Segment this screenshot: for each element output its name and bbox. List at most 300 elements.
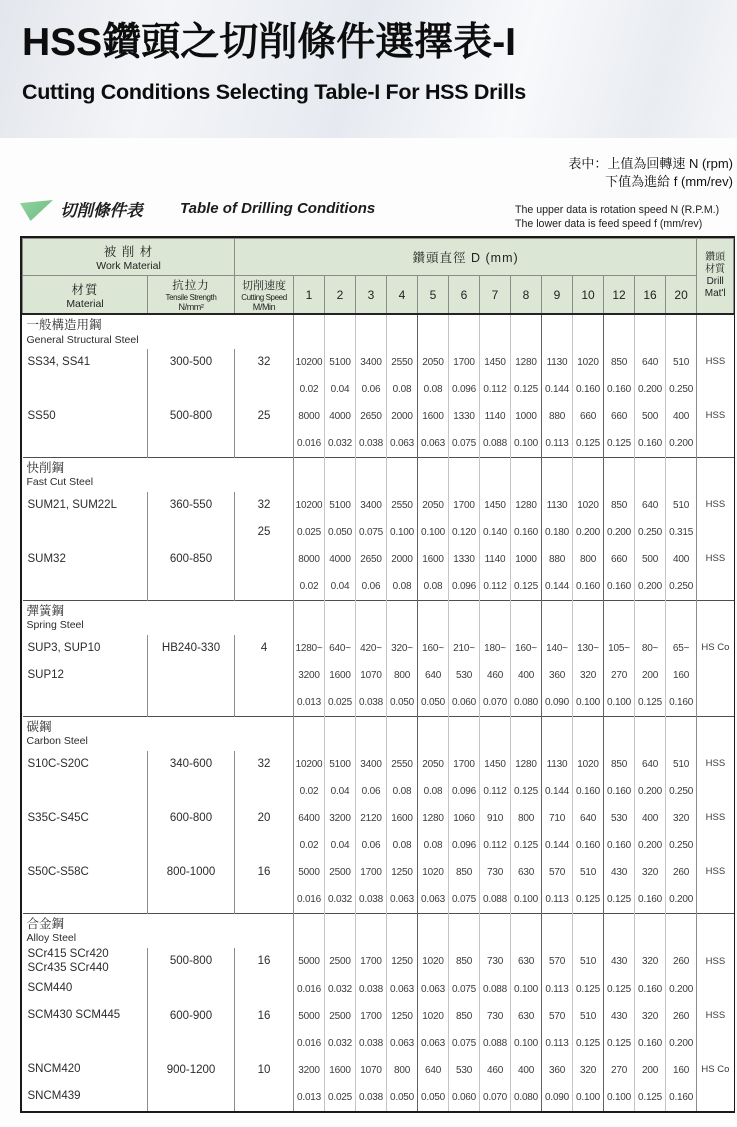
table-row <box>23 635 734 662</box>
value-cell: 0.160 <box>511 519 542 546</box>
value-cell: 0.075 <box>356 519 387 546</box>
empty-drill-cell <box>697 716 734 751</box>
value-cell: 0.160 <box>573 832 604 859</box>
material-cell: SUM32 <box>23 546 148 573</box>
empty-value-cell <box>294 913 325 948</box>
empty-value-cell <box>511 600 542 635</box>
empty-value-cell <box>387 600 418 635</box>
empty-value-cell <box>480 913 511 948</box>
value-cell: 530 <box>604 805 635 832</box>
section-header-row <box>23 457 734 492</box>
empty-value-cell <box>542 913 573 948</box>
cutting-speed-cell <box>235 976 294 1003</box>
value-cell: 0.088 <box>480 886 511 913</box>
value-cell: 640 <box>418 1057 449 1084</box>
value-cell: 2550 <box>387 492 418 519</box>
value-cell: 10200 <box>294 349 325 376</box>
value-cell: 0.025 <box>325 1084 356 1111</box>
value-cell: 0.125 <box>604 430 635 457</box>
value-cell: 850 <box>604 492 635 519</box>
value-cell: 5000 <box>294 1003 325 1030</box>
value-cell: 160 <box>666 1057 697 1084</box>
drill-material-cell: HS Co <box>697 1057 734 1084</box>
value-cell: 1700 <box>449 751 480 778</box>
empty-value-cell <box>449 600 480 635</box>
table-row <box>23 832 734 859</box>
empty-value-cell <box>666 716 697 751</box>
empty-value-cell <box>449 716 480 751</box>
header-drill-diameter <box>235 239 697 276</box>
value-cell: 0.08 <box>387 832 418 859</box>
empty-value-cell <box>418 600 449 635</box>
value-cell: 0.060 <box>449 689 480 716</box>
value-cell: 0.160 <box>635 1030 666 1057</box>
value-cell: 1250 <box>387 948 418 976</box>
drill-material-cell: HSS <box>697 403 734 430</box>
value-cell: 0.050 <box>418 1084 449 1111</box>
value-cell: 5000 <box>294 948 325 976</box>
empty-value-cell <box>449 913 480 948</box>
value-cell: 0.096 <box>449 376 480 403</box>
empty-value-cell <box>480 716 511 751</box>
table-row <box>23 403 734 430</box>
value-cell: 730 <box>480 859 511 886</box>
value-cell: 0.113 <box>542 430 573 457</box>
empty-value-cell <box>511 457 542 492</box>
value-cell: 910 <box>480 805 511 832</box>
value-cell: 0.02 <box>294 573 325 600</box>
value-cell: 400 <box>666 403 697 430</box>
value-cell: 0.02 <box>294 778 325 805</box>
tensile-strength-cell <box>148 662 235 689</box>
value-cell: 1000 <box>511 403 542 430</box>
material-cell: SCM430 SCM445 <box>23 1003 148 1030</box>
cutting-speed-cell <box>235 1030 294 1057</box>
section-header-row <box>23 716 734 751</box>
drill-material-cell <box>697 573 734 600</box>
tensile-strength-cell: 900-1200 <box>148 1057 235 1084</box>
value-cell: 0.140 <box>480 519 511 546</box>
table-row <box>23 1057 734 1084</box>
page-title: HSS鑽頭之切削條件選擇表-I <box>22 21 517 64</box>
empty-value-cell <box>356 913 387 948</box>
value-cell: 0.063 <box>418 976 449 1003</box>
empty-value-cell <box>604 457 635 492</box>
material-cell <box>23 1030 148 1057</box>
tensile-strength-cell <box>148 573 235 600</box>
material-cell: SUP12 <box>23 662 148 689</box>
tensile-strength-cell: 600-900 <box>148 1003 235 1030</box>
value-cell: 0.200 <box>635 573 666 600</box>
value-cell: 570 <box>542 948 573 976</box>
drill-material-cell <box>697 1030 734 1057</box>
value-cell: 0.016 <box>294 886 325 913</box>
value-cell: 0.063 <box>387 976 418 1003</box>
value-cell: 0.125 <box>604 976 635 1003</box>
empty-value-cell <box>356 457 387 492</box>
note-lower-cjk: 下值為進給 f (mm/rev) <box>605 174 733 190</box>
value-cell: 530 <box>449 662 480 689</box>
drill-material-cell <box>697 662 734 689</box>
drilling-conditions-table <box>20 236 735 1113</box>
value-cell: 105~ <box>604 635 635 662</box>
value-cell: 510 <box>573 1003 604 1030</box>
value-cell: 320 <box>573 1057 604 1084</box>
section-label-cell: 快削鋼 Fast Cut Steel <box>23 457 294 492</box>
tensile-strength-cell <box>148 832 235 859</box>
table-row <box>23 689 734 716</box>
value-cell: 510 <box>666 751 697 778</box>
value-cell: 0.02 <box>294 376 325 403</box>
value-cell: 1020 <box>573 751 604 778</box>
drill-material-cell: HSS <box>697 805 734 832</box>
section-label-cell: 彈簧鋼 Spring Steel <box>23 600 294 635</box>
drill-material-cell <box>697 689 734 716</box>
value-cell: 0.113 <box>542 976 573 1003</box>
table-row <box>23 573 734 600</box>
value-cell: 0.050 <box>387 1084 418 1111</box>
empty-value-cell <box>666 314 697 349</box>
empty-value-cell <box>573 913 604 948</box>
value-cell: 640~ <box>325 635 356 662</box>
value-cell: 6400 <box>294 805 325 832</box>
value-cell: 1020 <box>418 948 449 976</box>
drill-material-cell <box>697 519 734 546</box>
drill-material-cell: HSS <box>697 948 734 976</box>
table-header <box>23 239 734 315</box>
empty-value-cell <box>542 716 573 751</box>
cutting-speed-cell: 16 <box>235 948 294 976</box>
value-cell: 5100 <box>325 492 356 519</box>
tensile-strength-cell <box>148 689 235 716</box>
empty-value-cell <box>294 457 325 492</box>
value-cell: 0.100 <box>604 689 635 716</box>
value-cell: 360 <box>542 1057 573 1084</box>
tensile-strength-cell: 340-600 <box>148 751 235 778</box>
value-cell: 260 <box>666 1003 697 1030</box>
material-cell <box>23 519 148 546</box>
value-cell: 2650 <box>356 546 387 573</box>
drill-material-cell <box>697 1084 734 1111</box>
cutting-speed-cell: 20 <box>235 805 294 832</box>
value-cell: 0.112 <box>480 778 511 805</box>
tensile-strength-cell <box>148 976 235 1003</box>
tensile-strength-cell: 300-500 <box>148 349 235 376</box>
value-cell: 0.063 <box>387 1030 418 1057</box>
value-cell: 0.08 <box>418 778 449 805</box>
material-cell: SCM440 <box>23 976 148 1003</box>
cutting-speed-cell: 32 <box>235 492 294 519</box>
value-cell: 0.04 <box>325 376 356 403</box>
value-cell: 0.025 <box>294 519 325 546</box>
empty-drill-cell <box>697 600 734 635</box>
value-cell: 320 <box>635 859 666 886</box>
table-row <box>23 886 734 913</box>
value-cell: 0.200 <box>635 832 666 859</box>
value-cell: 640 <box>573 805 604 832</box>
tensile-strength-cell: 500-800 <box>148 403 235 430</box>
value-cell: 0.100 <box>573 689 604 716</box>
value-cell: 430 <box>604 859 635 886</box>
value-cell: 0.125 <box>573 976 604 1003</box>
cutting-speed-cell: 32 <box>235 349 294 376</box>
value-cell: 570 <box>542 1003 573 1030</box>
empty-value-cell <box>666 913 697 948</box>
value-cell: 5100 <box>325 349 356 376</box>
value-cell: 0.063 <box>418 1030 449 1057</box>
material-cell: S10C-S20C <box>23 751 148 778</box>
cutting-speed-cell <box>235 689 294 716</box>
empty-value-cell <box>449 314 480 349</box>
cutting-speed-cell: 16 <box>235 859 294 886</box>
value-cell: 0.200 <box>666 976 697 1003</box>
value-cell: 0.096 <box>449 778 480 805</box>
drill-material-cell: HSS <box>697 492 734 519</box>
value-cell: 210~ <box>449 635 480 662</box>
cutting-speed-cell <box>235 832 294 859</box>
value-cell: 160~ <box>511 635 542 662</box>
value-cell: 0.038 <box>356 886 387 913</box>
value-cell: 400 <box>666 546 697 573</box>
section-header-row <box>23 600 734 635</box>
value-cell: 800 <box>573 546 604 573</box>
value-cell: 0.08 <box>387 573 418 600</box>
drill-material-cell <box>697 832 734 859</box>
cutting-speed-cell <box>235 662 294 689</box>
empty-value-cell <box>573 314 604 349</box>
value-cell: 630 <box>511 859 542 886</box>
value-cell: 660 <box>604 403 635 430</box>
empty-value-cell <box>480 600 511 635</box>
header-speed-cjk: 切削速度 <box>242 280 287 292</box>
cutting-speed-cell: 16 <box>235 1003 294 1030</box>
value-cell: 10200 <box>294 751 325 778</box>
value-cell: 1450 <box>480 349 511 376</box>
note-upper-en: The upper data is rotation speed N (R.P.M.) <box>515 204 720 216</box>
header-diameter-3: 3 <box>356 276 387 315</box>
value-cell: 430 <box>604 1003 635 1030</box>
header-work-material-en: Work Material <box>96 260 161 272</box>
table-row <box>23 859 734 886</box>
tensile-strength-cell <box>148 1030 235 1057</box>
value-cell: 260 <box>666 948 697 976</box>
header-diameter-6: 6 <box>449 276 480 315</box>
value-cell: 0.080 <box>511 1084 542 1111</box>
value-cell: 0.075 <box>449 886 480 913</box>
value-cell: 0.080 <box>511 689 542 716</box>
value-cell: 1600 <box>325 662 356 689</box>
value-cell: 400 <box>635 805 666 832</box>
note-lower-en: The lower data is feed speed f (mm/rev) <box>515 217 703 230</box>
value-cell: 510 <box>666 349 697 376</box>
value-cell: 0.200 <box>666 886 697 913</box>
value-cell: 630 <box>511 948 542 976</box>
value-cell: 0.250 <box>666 832 697 859</box>
value-cell: 850 <box>604 751 635 778</box>
value-cell: 1700 <box>449 492 480 519</box>
cutting-speed-cell <box>235 546 294 573</box>
header-diameter-7: 7 <box>480 276 511 315</box>
value-cell: 1130 <box>542 349 573 376</box>
empty-value-cell <box>666 457 697 492</box>
value-cell: 2050 <box>418 349 449 376</box>
value-cell: 0.063 <box>418 886 449 913</box>
value-cell: 0.063 <box>387 886 418 913</box>
tensile-strength-cell <box>148 519 235 546</box>
value-cell: 0.016 <box>294 1030 325 1057</box>
value-cell: 3200 <box>294 662 325 689</box>
value-cell: 0.125 <box>604 886 635 913</box>
value-cell: 200 <box>635 662 666 689</box>
value-cell: 640 <box>635 751 666 778</box>
value-cell: 0.250 <box>666 376 697 403</box>
value-cell: 0.038 <box>356 430 387 457</box>
value-cell: 0.113 <box>542 886 573 913</box>
value-cell: 0.032 <box>325 886 356 913</box>
header-diameter-10: 10 <box>573 276 604 315</box>
header-drill-cjk-2: 材質 <box>705 264 726 276</box>
value-cell: 4000 <box>325 403 356 430</box>
tensile-strength-cell <box>148 886 235 913</box>
value-cell: 320 <box>635 1003 666 1030</box>
value-cell: 2550 <box>387 349 418 376</box>
value-cell: 0.075 <box>449 976 480 1003</box>
material-cell <box>23 376 148 403</box>
empty-value-cell <box>325 716 356 751</box>
value-cell: 0.160 <box>573 778 604 805</box>
table-note-cjk <box>568 155 733 191</box>
value-cell: 2500 <box>325 948 356 976</box>
header-work-material <box>23 239 235 276</box>
value-cell: 0.160 <box>604 376 635 403</box>
value-cell: 0.200 <box>573 519 604 546</box>
table-body <box>23 314 734 1111</box>
value-cell: 0.050 <box>418 689 449 716</box>
value-cell: 0.113 <box>542 1030 573 1057</box>
value-cell: 1140 <box>480 546 511 573</box>
value-cell: 0.100 <box>511 430 542 457</box>
value-cell: 850 <box>449 1003 480 1030</box>
table-row <box>23 430 734 457</box>
value-cell: 8000 <box>294 403 325 430</box>
header-material-cjk: 材質 <box>71 282 99 297</box>
value-cell: 260 <box>666 859 697 886</box>
value-cell: 510 <box>666 492 697 519</box>
header-diameter-12: 12 <box>604 276 635 315</box>
value-cell: 2550 <box>387 751 418 778</box>
value-cell: 0.04 <box>325 832 356 859</box>
header-diameter-4: 4 <box>387 276 418 315</box>
value-cell: 710 <box>542 805 573 832</box>
value-cell: 1330 <box>449 403 480 430</box>
value-cell: 430 <box>604 948 635 976</box>
value-cell: 65~ <box>666 635 697 662</box>
value-cell: 0.08 <box>387 376 418 403</box>
value-cell: 0.038 <box>356 1030 387 1057</box>
empty-value-cell <box>604 600 635 635</box>
value-cell: 1600 <box>387 805 418 832</box>
empty-value-cell <box>666 600 697 635</box>
value-cell: 570 <box>542 859 573 886</box>
value-cell: 0.08 <box>387 778 418 805</box>
drill-material-cell <box>697 376 734 403</box>
page-subtitle: Cutting Conditions Selecting Table-I For HSS Drills <box>22 80 526 104</box>
value-cell: 320 <box>573 662 604 689</box>
material-cell: SNCM420 <box>23 1057 148 1084</box>
value-cell: 850 <box>449 859 480 886</box>
empty-value-cell <box>573 457 604 492</box>
value-cell: 420~ <box>356 635 387 662</box>
value-cell: 850 <box>449 948 480 976</box>
header-tensile-strength <box>148 276 235 315</box>
value-cell: 1130 <box>542 492 573 519</box>
value-cell: 2120 <box>356 805 387 832</box>
value-cell: 460 <box>480 662 511 689</box>
section-label-cell: 一般構造用鋼 General Structural Steel <box>23 314 294 349</box>
material-cell: SUP3, SUP10 <box>23 635 148 662</box>
value-cell: 270 <box>604 662 635 689</box>
tensile-strength-cell: 360-550 <box>148 492 235 519</box>
value-cell: 1000 <box>511 546 542 573</box>
value-cell: 0.088 <box>480 1030 511 1057</box>
value-cell: 140~ <box>542 635 573 662</box>
table-row <box>23 1003 734 1030</box>
value-cell: 400 <box>511 662 542 689</box>
header-drill-cjk-1: 鑽頭 <box>705 252 726 264</box>
cutting-speed-cell: 4 <box>235 635 294 662</box>
value-cell: 1130 <box>542 751 573 778</box>
material-cell: SUM21, SUM22L <box>23 492 148 519</box>
value-cell: 0.075 <box>449 1030 480 1057</box>
material-cell: SS34, SS41 <box>23 349 148 376</box>
empty-drill-cell <box>697 913 734 948</box>
drill-material-cell <box>697 976 734 1003</box>
empty-value-cell <box>294 716 325 751</box>
material-cell: S35C-S45C <box>23 805 148 832</box>
value-cell: 2050 <box>418 492 449 519</box>
value-cell: 0.112 <box>480 376 511 403</box>
value-cell: 0.200 <box>635 778 666 805</box>
header-drill-material <box>697 239 734 315</box>
value-cell: 0.144 <box>542 376 573 403</box>
tensile-strength-cell: 800-1000 <box>148 859 235 886</box>
value-cell: 0.070 <box>480 689 511 716</box>
value-cell: 1280 <box>511 492 542 519</box>
value-cell: 3400 <box>356 751 387 778</box>
value-cell: 530 <box>449 1057 480 1084</box>
value-cell: 0.200 <box>604 519 635 546</box>
empty-value-cell <box>480 457 511 492</box>
value-cell: 0.200 <box>635 376 666 403</box>
value-cell: 160~ <box>418 635 449 662</box>
value-cell: 640 <box>635 492 666 519</box>
table-row <box>23 1030 734 1057</box>
value-cell: 0.160 <box>604 832 635 859</box>
empty-value-cell <box>542 600 573 635</box>
value-cell: 800 <box>387 1057 418 1084</box>
value-cell: 4000 <box>325 546 356 573</box>
value-cell: 0.112 <box>480 832 511 859</box>
empty-value-cell <box>418 913 449 948</box>
cutting-speed-cell: 25 <box>235 403 294 430</box>
value-cell: 0.250 <box>666 573 697 600</box>
value-cell: 1020 <box>573 349 604 376</box>
material-cell: SS50 <box>23 403 148 430</box>
value-cell: 1330 <box>449 546 480 573</box>
value-cell: 0.06 <box>356 778 387 805</box>
value-cell: 1250 <box>387 1003 418 1030</box>
value-cell: 0.090 <box>542 1084 573 1111</box>
